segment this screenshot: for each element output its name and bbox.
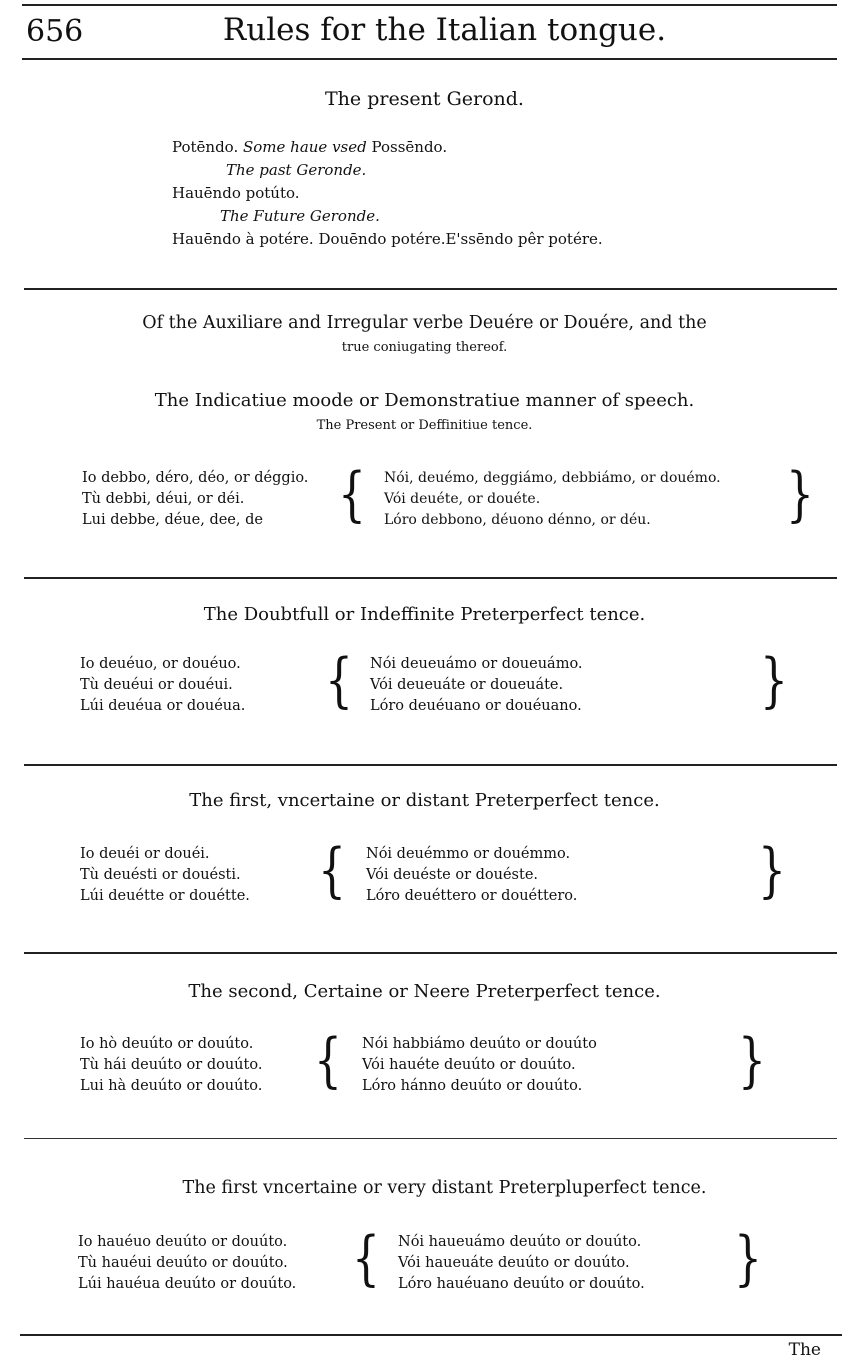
brace-icon: { [338, 460, 366, 530]
brace-icon: } [738, 1026, 766, 1096]
conjugation-line: Lúi deuéua or douéua. [80, 698, 246, 714]
gerund-note: Some haue vsed [238, 138, 372, 156]
mood-title: The Indicatiue moode or Demonstratiue manner of speech. [154, 390, 695, 411]
conjugation-line: Io debbo, déro, déo, or déggio. [82, 470, 309, 486]
top-rule [22, 4, 837, 6]
plural-column [366, 844, 577, 907]
chapter-title-cont: true coniugating thereof. [341, 340, 508, 355]
brace-icon: { [352, 1224, 380, 1294]
conjugation-line: Tù hauéui deuúto or douúto. [78, 1255, 288, 1271]
conjugation-line: Lóro deuéttero or douéttero. [366, 888, 578, 904]
gerund-present-form: Potēndo. [172, 138, 239, 156]
conjugation-line: Tù deuésti or douésti. [80, 867, 241, 883]
gerund-title: The present Gerond. [325, 88, 524, 110]
gerund-line: Hauēndo potúto. [172, 184, 300, 202]
brace-icon: } [786, 460, 814, 530]
gerund-future-title: The Future Geronde. [220, 207, 380, 225]
gerund-subheading [226, 161, 366, 179]
singular-column [78, 1232, 296, 1295]
conjugation-line: Vói deueuáte or doueuáte. [370, 677, 564, 693]
conjugation-line: Vói deuéste or douéste. [366, 867, 539, 883]
gerund-subheading [220, 207, 380, 225]
conjugation-line: Io hauéuo deuúto or douúto. [78, 1234, 288, 1250]
gerund-variant: Possēndo. [371, 138, 448, 156]
singular-column [80, 654, 245, 717]
brace-icon: } [760, 646, 788, 716]
brace-icon: { [314, 1026, 342, 1096]
tense-title: The Doubtfull or Indeffinite Preterperfect tence. [203, 604, 646, 625]
conjugation-line: Io deuéi or douéi. [80, 846, 210, 862]
header-rule [22, 58, 837, 60]
conjugation-line: Lóro debbono, déuono dénno, or déu. [384, 512, 651, 528]
section-rule [24, 764, 837, 766]
section-rule [24, 952, 837, 954]
conjugation-line: Tù debbi, déui, or déi. [82, 491, 245, 507]
conjugation-line: Lúi hauéua deuúto or douúto. [78, 1276, 297, 1292]
conjugation-line: Vói hauéte deuúto or douúto. [362, 1057, 576, 1073]
tense-title: The second, Certaine or Neere Preterperfect tence. [188, 981, 661, 1002]
conjugation-line: Lúi deuétte or douétte. [80, 888, 250, 904]
gerund-line: Hauēndo à potére. Douēndo potére.E'ssēndo pêr potére. [172, 230, 603, 248]
page-number: 656 [26, 14, 84, 49]
conjugation-line: Nói haueuámo deuúto or douúto. [398, 1234, 642, 1250]
section-rule [24, 288, 837, 290]
gerund-past-title: The past Geronde. [226, 161, 367, 179]
gerund-line [172, 138, 447, 156]
tense-title: The first, vncertaine or distant Preterperfect tence. [189, 790, 660, 811]
plural-column [370, 654, 583, 717]
conjugation-line: Lóro deuéuano or douéuano. [370, 698, 582, 714]
conjugation-line: Vói deuéte, or douéte. [384, 491, 541, 507]
brace-icon: } [758, 836, 786, 906]
conjugation-line: Vói haueuáte deuúto or douúto. [398, 1255, 630, 1271]
footer-rule [20, 1334, 842, 1336]
conjugation-line: Lui debbe, déue, dee, de [82, 512, 263, 528]
conjugation-line: Nói, deuémo, deggiámo, debbiámo, or douémo. [384, 470, 721, 486]
conjugation-line: Lóro hánno deuúto or douúto. [362, 1078, 583, 1094]
section-rule [24, 1138, 837, 1139]
conjugation-line: Nói deueuámo or doueuámo. [370, 656, 583, 672]
tense-title: The Present or Deffinitiue tence. [316, 418, 533, 433]
conjugation-line: Lui hà deuúto or douúto. [80, 1078, 263, 1094]
plural-column [384, 468, 721, 531]
conjugation-line: Tù hái deuúto or douúto. [80, 1057, 263, 1073]
conjugation-line: Io hò deuúto or douúto. [80, 1036, 254, 1052]
tense-title: The first vncertaine or very distant Preterpluperfect tence. [182, 1178, 707, 1198]
brace-icon: { [318, 836, 346, 906]
plural-column [362, 1034, 597, 1097]
singular-column [80, 844, 250, 907]
brace-icon: } [734, 1224, 762, 1294]
singular-column [80, 1034, 262, 1097]
plural-column [398, 1232, 645, 1295]
catchword: The [788, 1340, 821, 1360]
conjugation-line: Lóro hauéuano deuúto or douúto. [398, 1276, 645, 1292]
singular-column [82, 468, 308, 531]
running-title: Rules for the Italian tongue. [222, 12, 667, 48]
conjugation-line: Nói habbiámo deuúto or douúto [362, 1036, 597, 1052]
conjugation-line: Tù deuéui or douéui. [80, 677, 233, 693]
conjugation-line: Io deuéuo, or douéuo. [80, 656, 241, 672]
brace-icon: { [325, 646, 353, 716]
chapter-title: Of the Auxiliare and Irregular verbe Deuére or Douére, and the [142, 313, 707, 333]
conjugation-line: Nói deuémmo or douémmo. [366, 846, 571, 862]
section-rule [24, 577, 837, 579]
